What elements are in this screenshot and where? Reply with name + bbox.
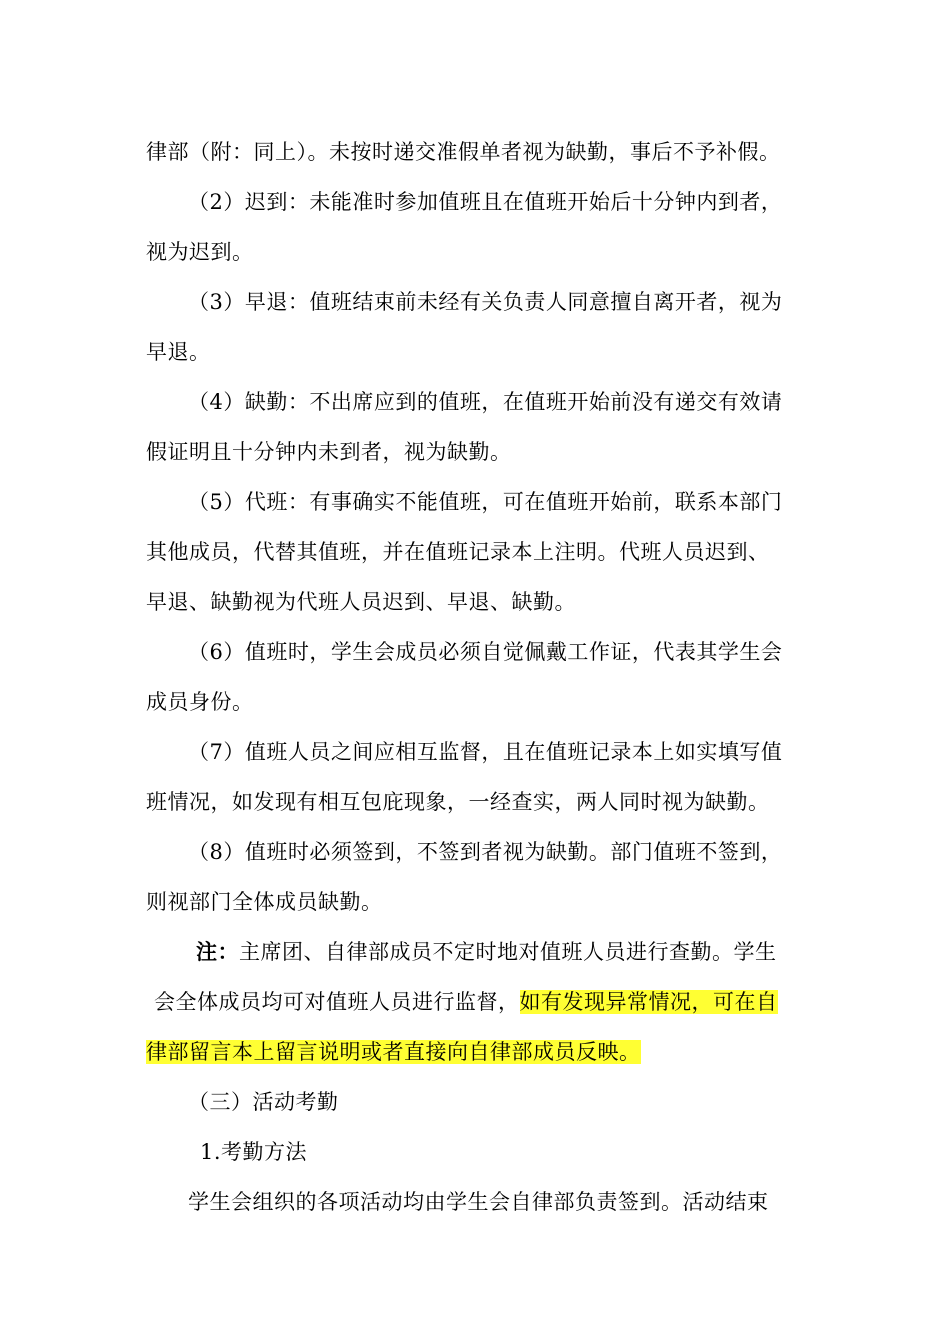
paragraph-line: 学生会组织的各项活动均由学生会自律部负责签到。活动结束 [188,1190,769,1214]
note-line-1 [196,937,777,967]
paragraph-line: 早退、缺勤视为代班人员迟到、早退、缺勤。 [146,590,576,614]
paragraph-line: （8）值班时必须签到，不签到者视为缺勤。部门值班不签到， [188,840,783,864]
paragraph-line: 视为迟到。 [146,240,254,264]
section-heading: （三）活动考勤 [188,1090,339,1114]
highlighted-text: 如有发现异常情况，可在自 [519,990,778,1014]
paragraph-line: 假证明且十分钟内未到者，视为缺勤。 [146,440,512,464]
paragraph-line: 成员身份。 [146,690,254,714]
note-text: 主席团、自律部成员不定时地对值班人员进行查勤。学生 [239,940,777,964]
note-line-2 [154,987,778,1017]
paragraph-line: 其他成员，代替其值班，并在值班记录本上注明。代班人员迟到、 [146,540,770,564]
paragraph-line: 早退。 [146,340,211,364]
paragraph-line: （3）早退：值班结束前未经有关负责人同意擅自离开者，视为 [188,290,783,314]
paragraph-line: （2）迟到：未能准时参加值班且在值班开始后十分钟内到者， [188,190,783,214]
paragraph-line: 则视部门全体成员缺勤。 [146,890,383,914]
note-text: 会全体成员均可对值班人员进行监督， [154,990,520,1014]
paragraph-line: （7）值班人员之间应相互监督，且在值班记录本上如实填写值 [188,740,783,764]
paragraph-line: （6）值班时，学生会成员必须自觉佩戴工作证，代表其学生会 [188,640,783,664]
paragraph-line: （4）缺勤：不出席应到的值班，在值班开始前没有递交有效请 [188,390,783,414]
paragraph-line: 律部（附：同上）。未按时递交准假单者视为缺勤，事后不予补假。 [146,140,781,164]
paragraph-line: （5）代班：有事确实不能值班，可在值班开始前，联系本部门 [188,490,783,514]
note-line-3 [146,1037,641,1067]
paragraph-line: 班情况，如发现有相互包庇现象，一经查实，两人同时视为缺勤。 [146,790,770,814]
highlighted-text: 律部留言本上留言说明或者直接向自律部成员反映。 [146,1040,641,1064]
note-label: 注： [196,939,239,964]
subheading: 1.考勤方法 [200,1140,308,1164]
